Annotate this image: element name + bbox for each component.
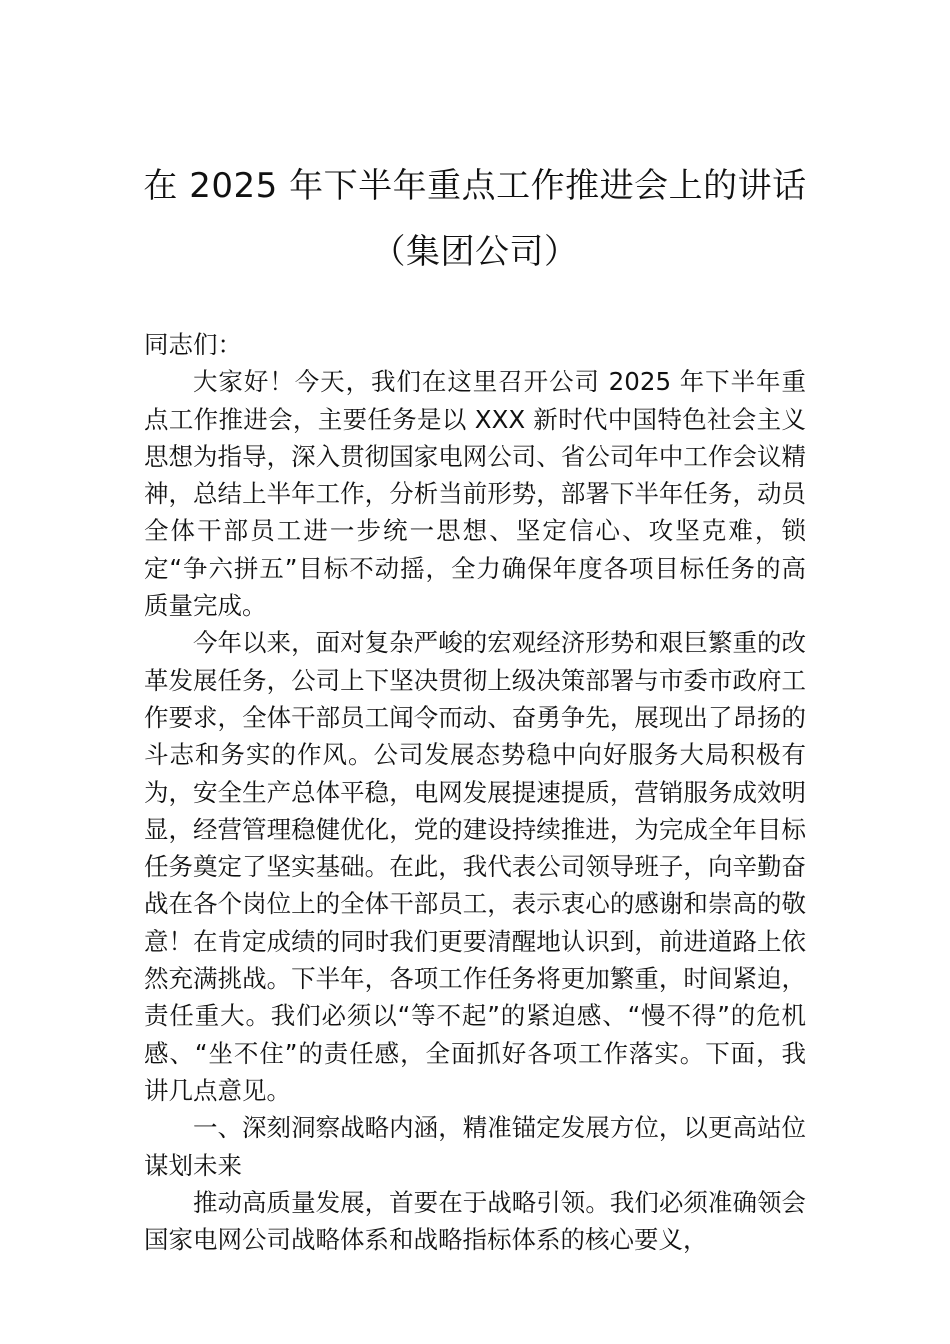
section-heading-1: 一、深刻洞察战略内涵，精准锚定发展方位，以更高站位谋划未来 <box>144 1113 806 1180</box>
document-subtitle: （集团公司） <box>371 232 579 272</box>
paragraph-review: 今年以来，面对复杂严峻的宏观经济形势和艰巨繁重的改革发展任务，公司上下坚决贯彻上级决策部署与市委市政府工作要求，全体干部员工闻令而动、奋勇争先，展现出了昂扬的斗志和务实的作风。公司发展态势稳中向好服务大局积极有为，安全生产总体平稳，电网发展提速提质，营销服务成效明显，经营管理稳健优化，党的建设持续推进，为完成全年目标任务奠定了坚实基础。在此，我代表公司领导班子，向辛勤奋战在各个岗位上的全体干部员工，表示衷心的感谢和崇高的敬意！在肯定成绩的同时我们更要清醒地认识到，前进道路上依然充满挑战。下半年，各项工作任务将更加繁重，时间紧迫，责任重大。我们必须以“等不起”的紧迫感、“慢不得”的危机感、“坐不住”的责任感，全面抓好各项工作落实。下面，我讲几点意见。 <box>144 628 806 1105</box>
document-body <box>144 326 806 1258</box>
paragraph-intro: 大家好！今天，我们在这里召开公司 2025 年下半年重点工作推进会，主要任务是以 XXX 新时代中国特色社会主义思想为指导，深入贯彻国家电网公司、省公司年中工作会议精神，总结上半年工作，分析当前形势，部署下半年任务，动员全体干部员工进一步统一思想、坚定信心、攻坚克难，锁定“争六拼五”目标不动摇，全力确保年度各项目标任务的高质量完成。 <box>144 367 806 621</box>
document-title: 在 2025 年下半年重点工作推进会上的讲话 <box>143 166 807 206</box>
salutation: 同志们： <box>144 330 242 359</box>
section-1-paragraph: 推动高质量发展，首要在于战略引领。我们必须准确领会国家电网公司战略体系和战略指标体系的核心要义， <box>144 1187 806 1255</box>
